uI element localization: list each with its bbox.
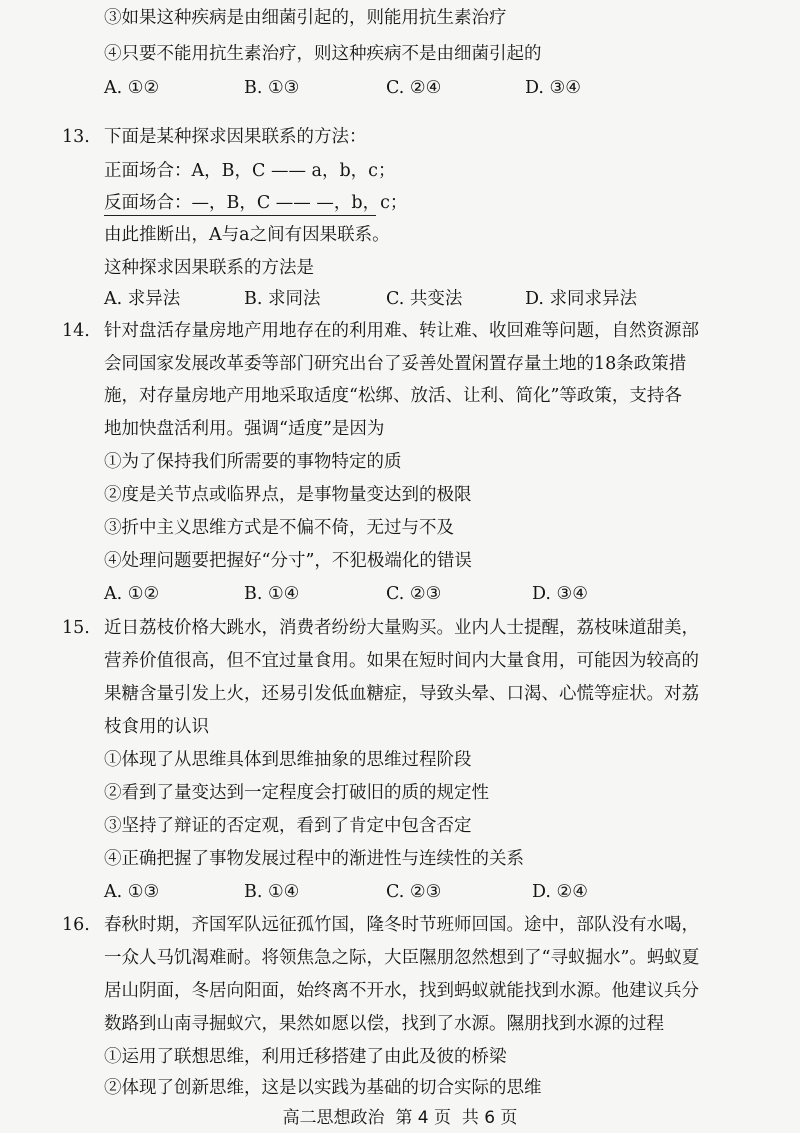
- q14-item-2: ②度是关节点或临界点，是事物量变达到的极限: [104, 485, 472, 505]
- q16-line-4: 数路到山南寻掘蚁穴，果然如愿以偿，找到了水源。隰朋找到水源的过程: [104, 1014, 664, 1034]
- q14-option-b: B. ①④: [244, 584, 300, 604]
- q14-line-3: 施，对存量房地产用地采取适度“松绑、放活、让利、简化”等政策，支持各: [104, 386, 682, 406]
- q15-item-2: ②看到了量变达到一定程度会打破旧的质的规定性: [104, 783, 489, 803]
- q15-item-3: ③坚持了辩证的否定观，看到了肯定中包含否定: [104, 816, 472, 836]
- q16-item-1: ①运用了联想思维，利用迁移搭建了由此及彼的桥梁: [104, 1047, 507, 1067]
- q13-positive-case: 正面场合：A，B，C —— a，b，c；: [104, 161, 396, 181]
- q16-line-2: 一众人马饥渴难耐。将领焦急之际，大臣隰朋忽然想到了“寻蚁掘水”。蚂蚁夏: [104, 948, 700, 968]
- footer-page-number: 第 4 页: [395, 1108, 451, 1128]
- footer-total-pages: 共 6 页: [461, 1108, 518, 1128]
- q14-option-c: C. ②③: [386, 584, 442, 604]
- q15-line-1: 近日荔枝价格大跳水，消费者纷纷大量购买。业内人士提醒，荔枝味道甜美，: [104, 618, 699, 638]
- q13-underline: [104, 215, 376, 216]
- q13-option-a: A. 求异法: [104, 289, 181, 309]
- q15-line-3: 果糖含量引发上火，还易引发低血糖症，导致头晕、口渴、心慌等症状。对荔: [104, 684, 699, 704]
- q15-number: 15.: [62, 618, 90, 638]
- q12-item-4: ④只要不能用抗生素治疗，则这种疾病不是由细菌引起的: [104, 44, 542, 64]
- q15-item-4: ④正确把握了事物发展过程中的渐进性与连续性的关系: [104, 849, 524, 869]
- q13-negative-case: 反面场合：—，B，C —— —，b，c；: [104, 193, 408, 213]
- q13-question: 这种探求因果联系的方法是: [104, 258, 314, 278]
- q15-option-a: A. ①③: [104, 882, 160, 902]
- q14-number: 14.: [62, 321, 90, 341]
- q14-option-d: D. ③④: [532, 584, 588, 604]
- q13-inference: 由此推断出，A与a之间有因果联系。: [104, 225, 390, 245]
- q14-item-1: ①为了保持我们所需要的事物特定的质: [104, 452, 402, 472]
- q14-option-a: A. ①②: [104, 584, 160, 604]
- footer-subject: 高二思想政治: [282, 1108, 385, 1128]
- q13-option-c: C. 共变法: [386, 289, 463, 309]
- q15-line-2: 营养价值很高，但不宜过量食用。如果在短时间内大量食用，可能因为较高的: [104, 651, 699, 671]
- q13-stem: 下面是某种探求因果联系的方法：: [104, 127, 367, 147]
- q12-option-a: A. ①②: [104, 78, 160, 98]
- q13-option-b: B. 求同法: [244, 289, 321, 309]
- q16-line-3: 居山阴面，冬居向阳面，始终离不开水，找到蚂蚁就能找到水源。他建议兵分: [104, 981, 699, 1001]
- page-footer: [0, 1106, 800, 1130]
- q13-option-d: D. 求同求异法: [525, 289, 638, 309]
- q16-number: 16.: [62, 915, 90, 935]
- q15-line-4: 枝食用的认识: [104, 717, 209, 737]
- q15-option-b: B. ①④: [244, 882, 300, 902]
- q14-line-2: 会同国家发展改革委等部门研究出台了妥善处置闲置存量土地的18条政策措: [104, 354, 687, 374]
- q12-option-c: C. ②④: [386, 78, 442, 98]
- q14-item-3: ③折中主义思维方式是不偏不倚，无过与不及: [104, 518, 454, 538]
- q13-number: 13.: [62, 127, 90, 147]
- q12-option-b: B. ①③: [244, 78, 300, 98]
- q15-item-1: ①体现了从思维具体到思维抽象的思维过程阶段: [104, 750, 472, 770]
- q16-line-1: 春秋时期，齐国军队远征孤竹国，隆冬时节班师回国。途中，部队没有水喝，: [104, 915, 699, 935]
- q12-item-3: ③如果这种疾病是由细菌引起的，则能用抗生素治疗: [104, 8, 507, 28]
- q16-item-2: ②体现了创新思维，这是以实践为基础的切合实际的思维: [104, 1078, 542, 1098]
- q15-option-d: D. ②④: [532, 882, 588, 902]
- q14-item-4: ④处理问题要把握好“分寸”，不犯极端化的错误: [104, 551, 472, 571]
- q14-line-4: 地加快盘活利用。强调“适度”是因为: [104, 419, 385, 439]
- q12-option-d: D. ③④: [525, 78, 581, 98]
- q15-option-c: C. ②③: [386, 882, 442, 902]
- q14-line-1: 针对盘活存量房地产用地存在的利用难、转让难、收回难等问题，自然资源部: [104, 321, 699, 341]
